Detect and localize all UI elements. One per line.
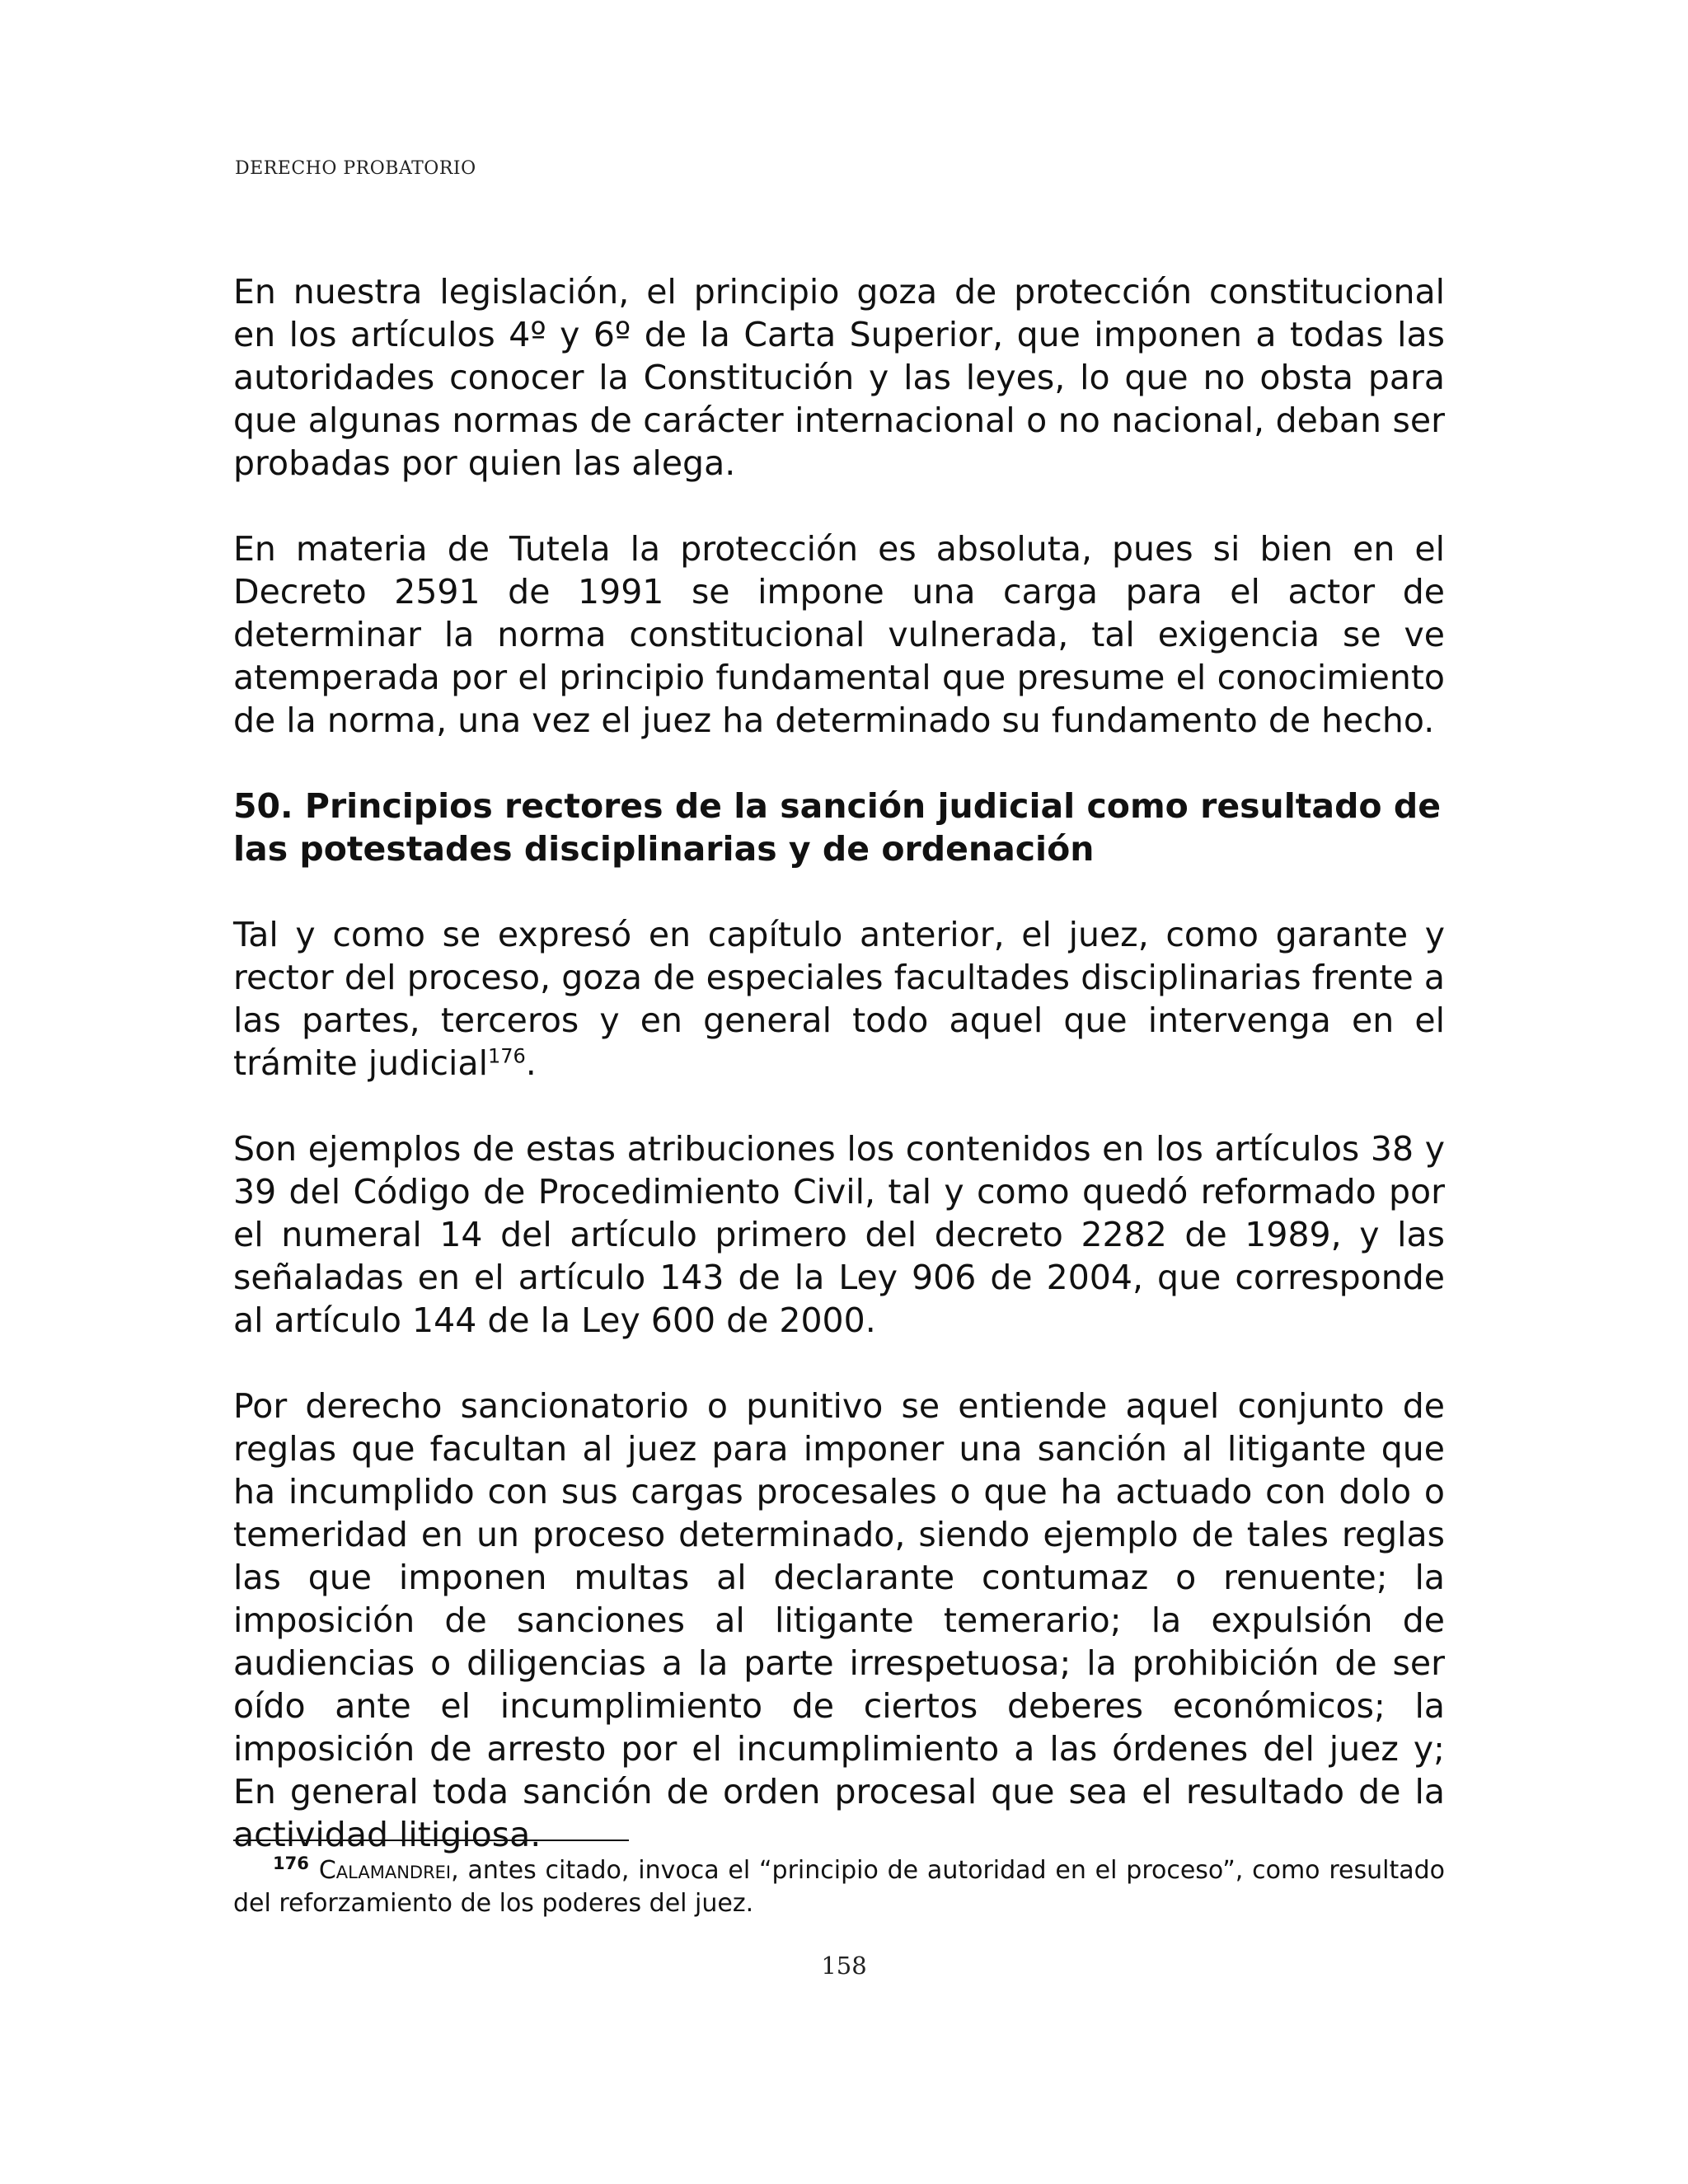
footnote [233,1854,1445,1920]
page-body [233,270,1445,1856]
body-paragraph-3 [233,913,1445,1085]
running-header: DERECHO PROBATORIO [235,158,476,179]
body-paragraph-3-end: . [525,1043,537,1083]
body-paragraph-1: En nuestra legislación, el principio goza de protección constitucional en los artículos 4º y 6º de la Carta Superior, que imponen a todas las autoridades conocer la Constitución y las leyes, lo que no obsta para que algunas normas de carácter internacional o no nacional, deban ser probadas por quien las alega. [233,272,1445,483]
body-paragraph-2: En materia de Tutela la protección es absoluta, pues si bien en el Decreto 2591 de 1991 se impone una carga para el actor de determinar la norma constitucional vulnerada, tal exigencia se ve atemperada por el principio fundamental que presume el conocimiento de la norma, una vez el juez ha determinado su fundamento de hecho. [233,529,1445,740]
page-number: 158 [821,1952,867,1980]
footnote-reference[interactable]: 176 [487,1044,526,1068]
body-paragraph-4: Son ejemplos de estas atribuciones los contenidos en los artículos 38 y 39 del Código de Procedimiento Civil, tal y como quedó reformado por el numeral 14 del artículo primero del decreto 2282 de 1989, y las señaladas en el artículo 143 de la Ley 906 de 2004, que corresponde al artículo 144 de la Ley 600 de 2000. [233,1129,1445,1340]
footnote-author: Calamandrei [318,1856,452,1885]
body-paragraph-3-text: Tal y como se expresó en capítulo anterior, el juez, como garante y rector del proceso, goza de especiales facultades disciplinarias frente a las partes, terceros y en general todo aquel que intervenga en el trámite judicial [233,915,1445,1083]
body-paragraph-5: Por derecho sancionatorio o punitivo se entiende aquel conjunto de reglas que facultan al juez para imponer una sanción al litigante que ha incumplido con sus cargas procesales o que ha actuado con dolo o temeridad en un proceso determinado, siendo ejemplo de tales reglas las que imponen multas al declarante contumaz o renuente; la imposición de sanciones al litigante temerario; la expulsión de audiencias o diligencias a la parte irrespetuosa; la prohibición de ser oído ante el incumplimiento de ciertos deberes económicos; la imposición de arresto por el incumplimiento a las órdenes del juez y; En general toda sanción de orden procesal que sea el resultado de la actividad litigiosa. [233,1386,1445,1854]
footnote-separator [233,1840,629,1841]
section-heading: 50. Principios rectores de la sanción judicial como resultado de las potestades disciplinarias y de ordenación [233,786,1442,869]
footnote-number: 176 [273,1854,309,1873]
footnote-text: , antes citado, invoca el “principio de autoridad en el proceso”, como resultado del reforzamiento de los poderes del juez. [233,1856,1445,1918]
